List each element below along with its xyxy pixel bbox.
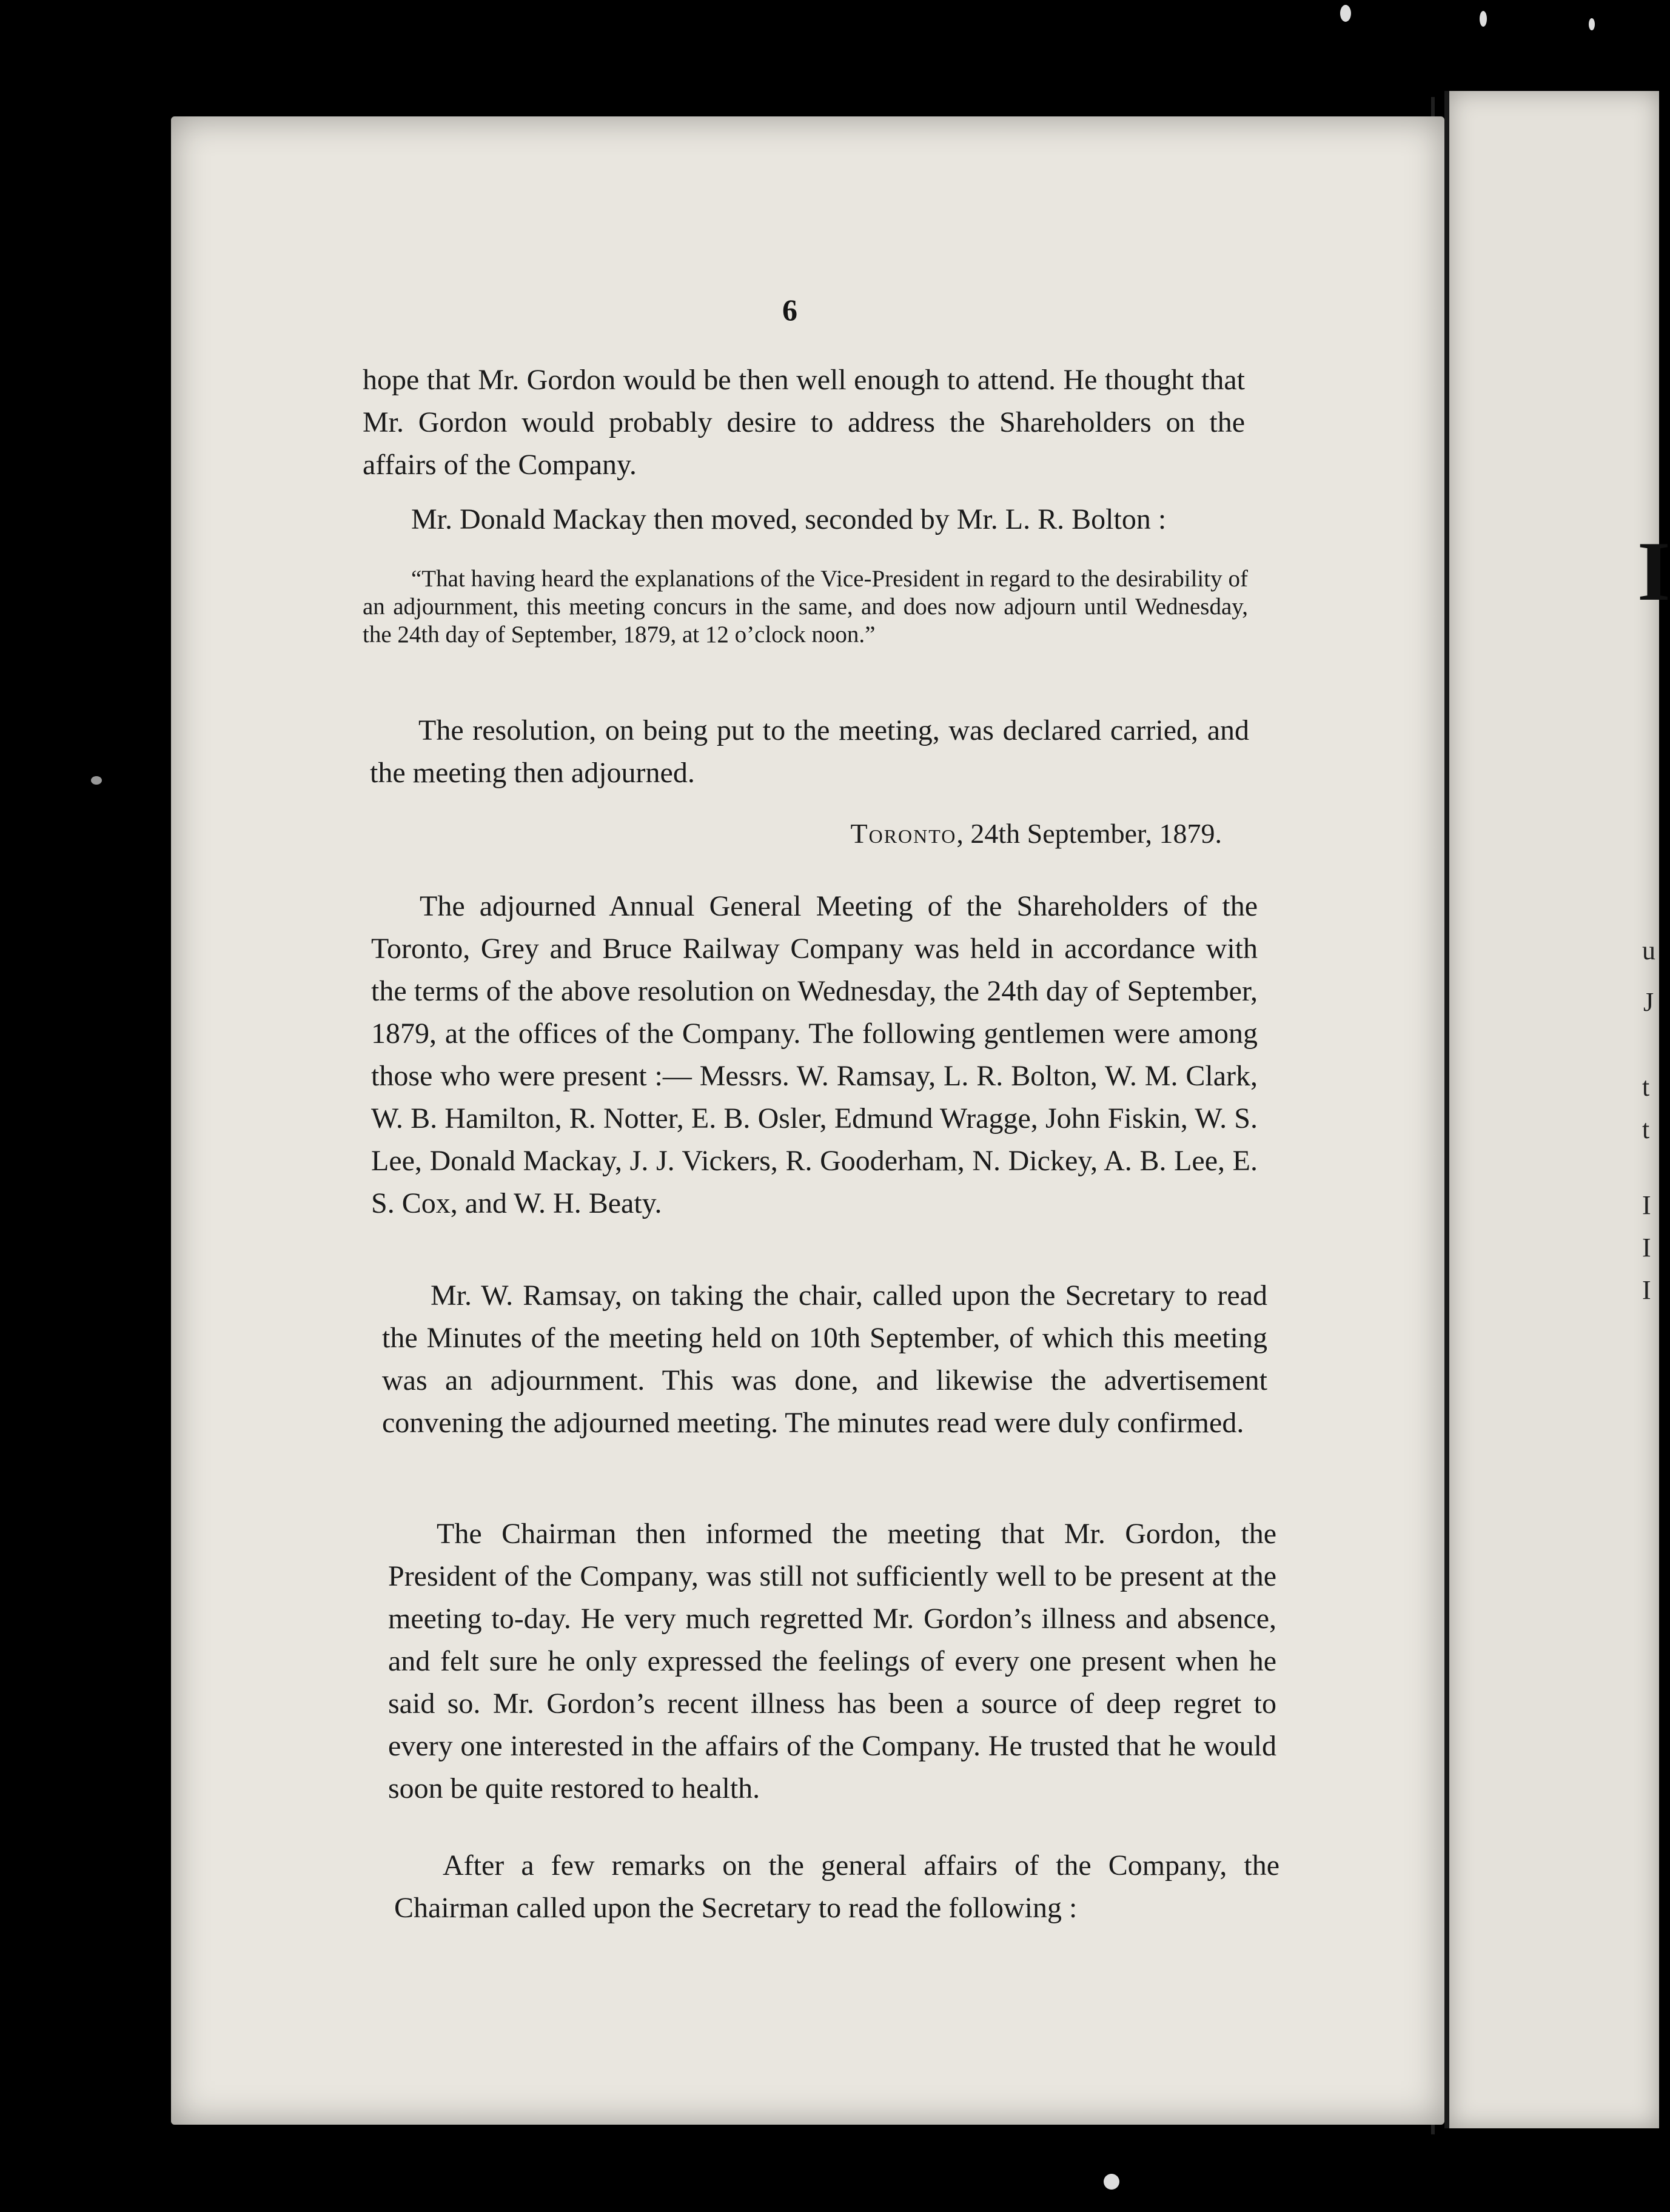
facing-page-fragment: u bbox=[1642, 936, 1655, 965]
paragraph-5: Mr. W. Ramsay, on taking the chair, called upon the Secretary to read the Minutes of the meeting held on 10th September, of which this meeting was an adjournment. This was done, and likewise the advertisement convening the adjourned meeting. The minutes read were duly confirmed. bbox=[382, 1279, 1267, 1439]
paragraph-1: hope that Mr. Gordon would be then well enough to attend. He thought that Mr. Gordon would probably desire to address the Shareholders on the affairs of the Company. bbox=[363, 364, 1245, 481]
facing-page-fragment: I bbox=[1642, 1233, 1651, 1262]
paragraph-6: The Chairman then informed the meeting that Mr. Gordon, the President of the Company, was still not sufficiently well to be present at the meeting to-day. He very much regretted Mr. Gordon’s illness and absence, and felt sure he only expressed the feelings of every one present when he said so. Mr. Gordon’s recent illness has been a source of deep regret to every one interested in the affairs of the Company. He trusted that he would soon be quite restored to health. bbox=[388, 1518, 1276, 1805]
facing-page-fragment: t bbox=[1642, 1114, 1650, 1144]
scan-speck bbox=[1340, 5, 1351, 22]
resolution-result bbox=[370, 709, 1249, 794]
motion-paragraph bbox=[363, 498, 1245, 541]
dateline-city: Toronto bbox=[850, 818, 957, 849]
scan-speck bbox=[1589, 18, 1595, 30]
paragraph-4: The adjourned Annual General Meeting of the Shareholders of the Toronto, Grey and Bruce Railway Company was held in accordance with the terms of the above resolution on Wednesday, the 24th day of September, 1879, at the offices of the Company. The following gentlemen were among those who were present :— Messrs. W. Ramsay, L. R. Bolton, W. M. Clark, W. B. Hamilton, R. Notter, E. B. Osler, Edmund Wragge, John Fiskin, W. S. Lee, Donald Mackay, J. J. Vickers, R. Gooderham, N. Dickey, A. B. Lee, E. S. Cox, and W. H. Beaty. bbox=[371, 890, 1258, 1219]
quote-text: “That having heard the explanations of the Vice-President in regard to the desirability of an adjournment, this meeting concurs in the same, and does now adjourn until Wednesday, the 24th day of September, 1879, at 12 o’clock noon.” bbox=[363, 566, 1248, 648]
facing-page-fragment: J bbox=[1643, 987, 1654, 1017]
meeting-paragraph bbox=[371, 885, 1258, 1225]
closing-paragraph bbox=[394, 1845, 1279, 1929]
paragraph-3: The resolution, on being put to the meeting, was declared carried, and the meeting then adjourned. bbox=[370, 714, 1249, 789]
chair-paragraph bbox=[382, 1275, 1267, 1444]
scan-speck bbox=[91, 776, 102, 785]
paragraph-7: After a few remarks on the general affairs of the Company, the Chairman called upon the Secretary to read the following : bbox=[394, 1849, 1279, 1924]
page-number: 6 bbox=[782, 293, 797, 327]
resolution-quote bbox=[363, 565, 1248, 649]
scan-speck bbox=[1104, 2174, 1119, 2190]
dateline bbox=[370, 817, 1222, 850]
facing-page-fragment: I bbox=[1642, 1275, 1651, 1305]
dateline-date: , 24th September, 1879. bbox=[956, 818, 1222, 849]
chairman-paragraph bbox=[388, 1513, 1276, 1810]
facing-page bbox=[1444, 91, 1670, 2128]
facing-page-fragment: I bbox=[1637, 525, 1670, 618]
facing-page-fragment: t bbox=[1642, 1072, 1650, 1102]
facing-page-fragment: I bbox=[1642, 1190, 1651, 1220]
paragraph-continuation bbox=[363, 359, 1245, 486]
scan-speck bbox=[1480, 11, 1487, 27]
paragraph-2: Mr. Donald Mackay then moved, seconded by Mr. L. R. Bolton : bbox=[411, 503, 1167, 535]
